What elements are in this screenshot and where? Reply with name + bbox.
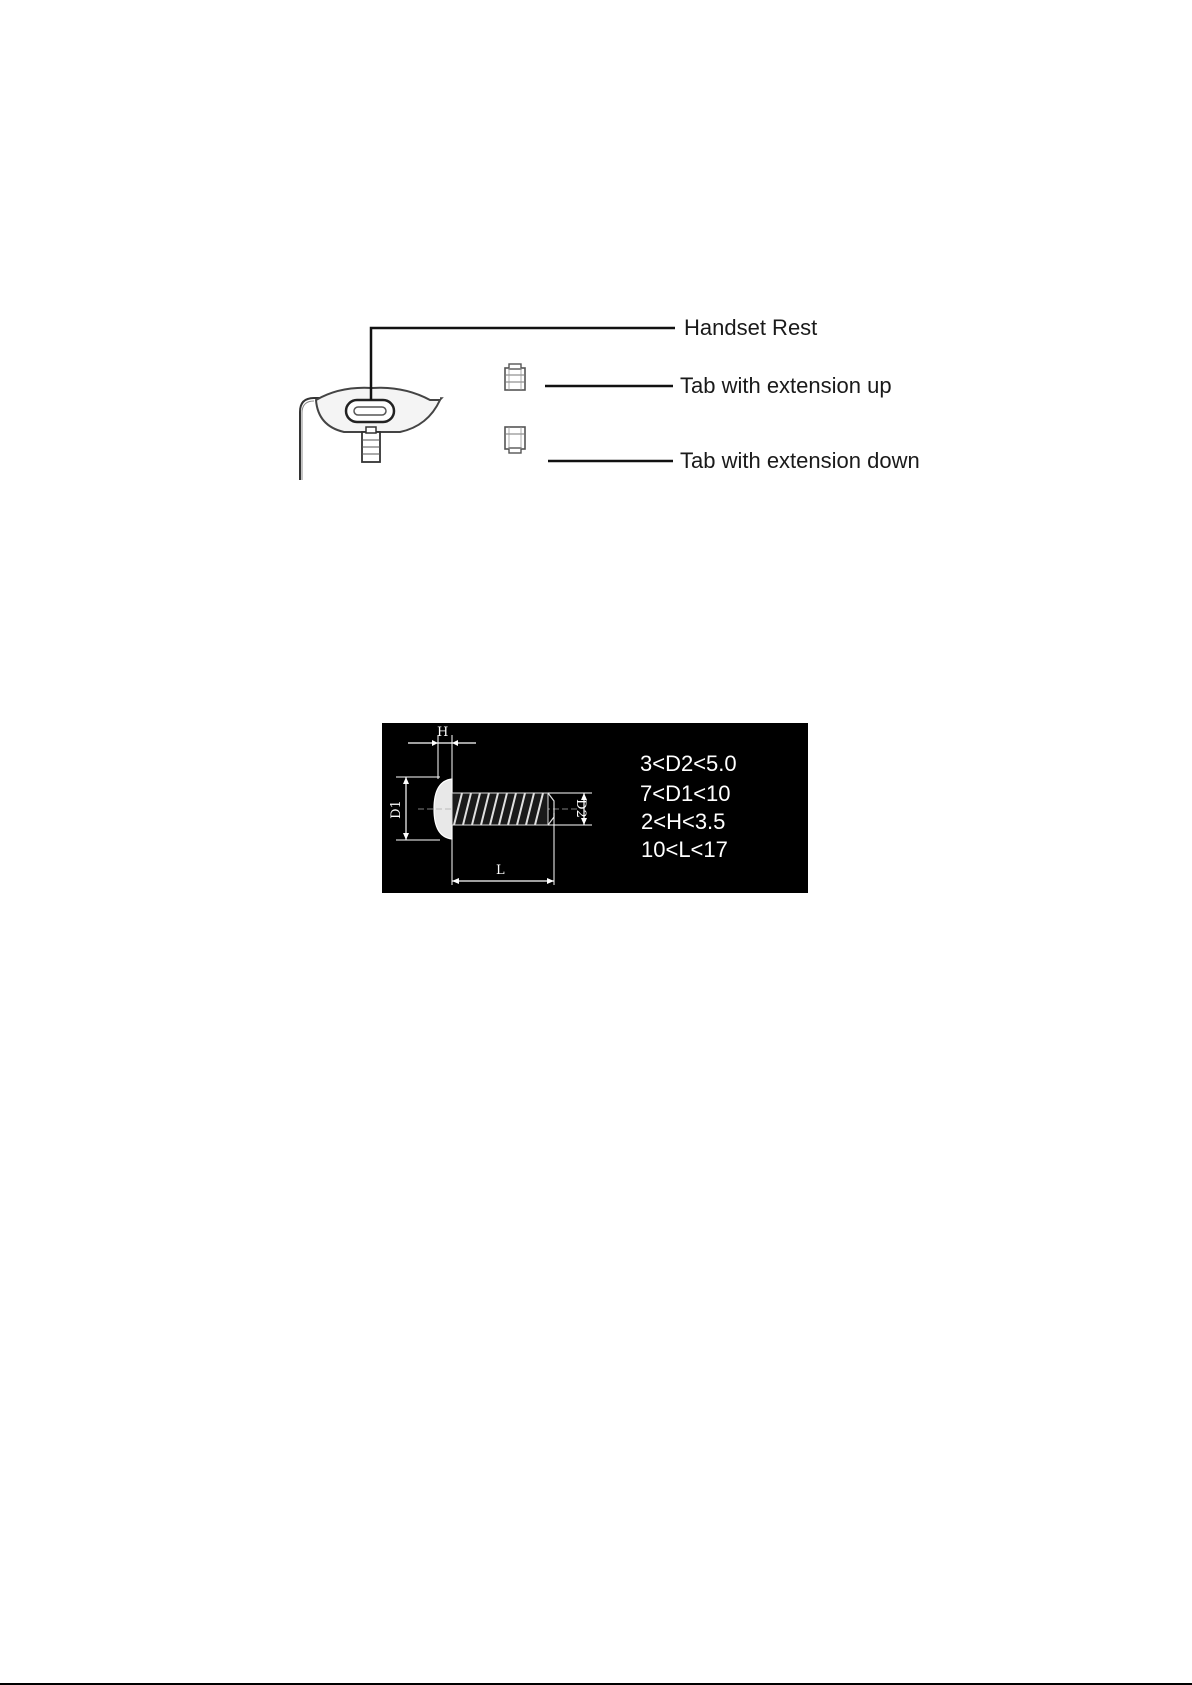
spec-d2-range: 3<D2<5.0 <box>640 751 737 776</box>
dimension-label-d2: D2 <box>572 799 588 818</box>
phone-body-inner-outline <box>302 401 314 480</box>
handset-rest-slot <box>346 400 394 422</box>
screw-spec-diagram <box>382 723 808 893</box>
spec-d1-range: 7<D1<10 <box>640 781 731 806</box>
callout-tab-extension-up: Tab with extension up <box>680 373 892 398</box>
handset-rest-diagram <box>280 300 960 490</box>
spec-l-range: 10<L<17 <box>641 837 728 862</box>
callout-tab-extension-down: Tab with extension down <box>680 448 920 473</box>
dimension-label-l: L <box>496 863 505 878</box>
tab-extension-down-icon <box>505 427 525 453</box>
dimension-label-h: H <box>437 725 449 740</box>
screw-drawing <box>382 723 808 893</box>
tab-extension-up-icon <box>505 364 525 390</box>
callout-handset-rest: Handset Rest <box>684 315 818 340</box>
spec-h-range: 2<H<3.5 <box>641 809 726 834</box>
dimension-label-d1: D1 <box>388 800 404 819</box>
